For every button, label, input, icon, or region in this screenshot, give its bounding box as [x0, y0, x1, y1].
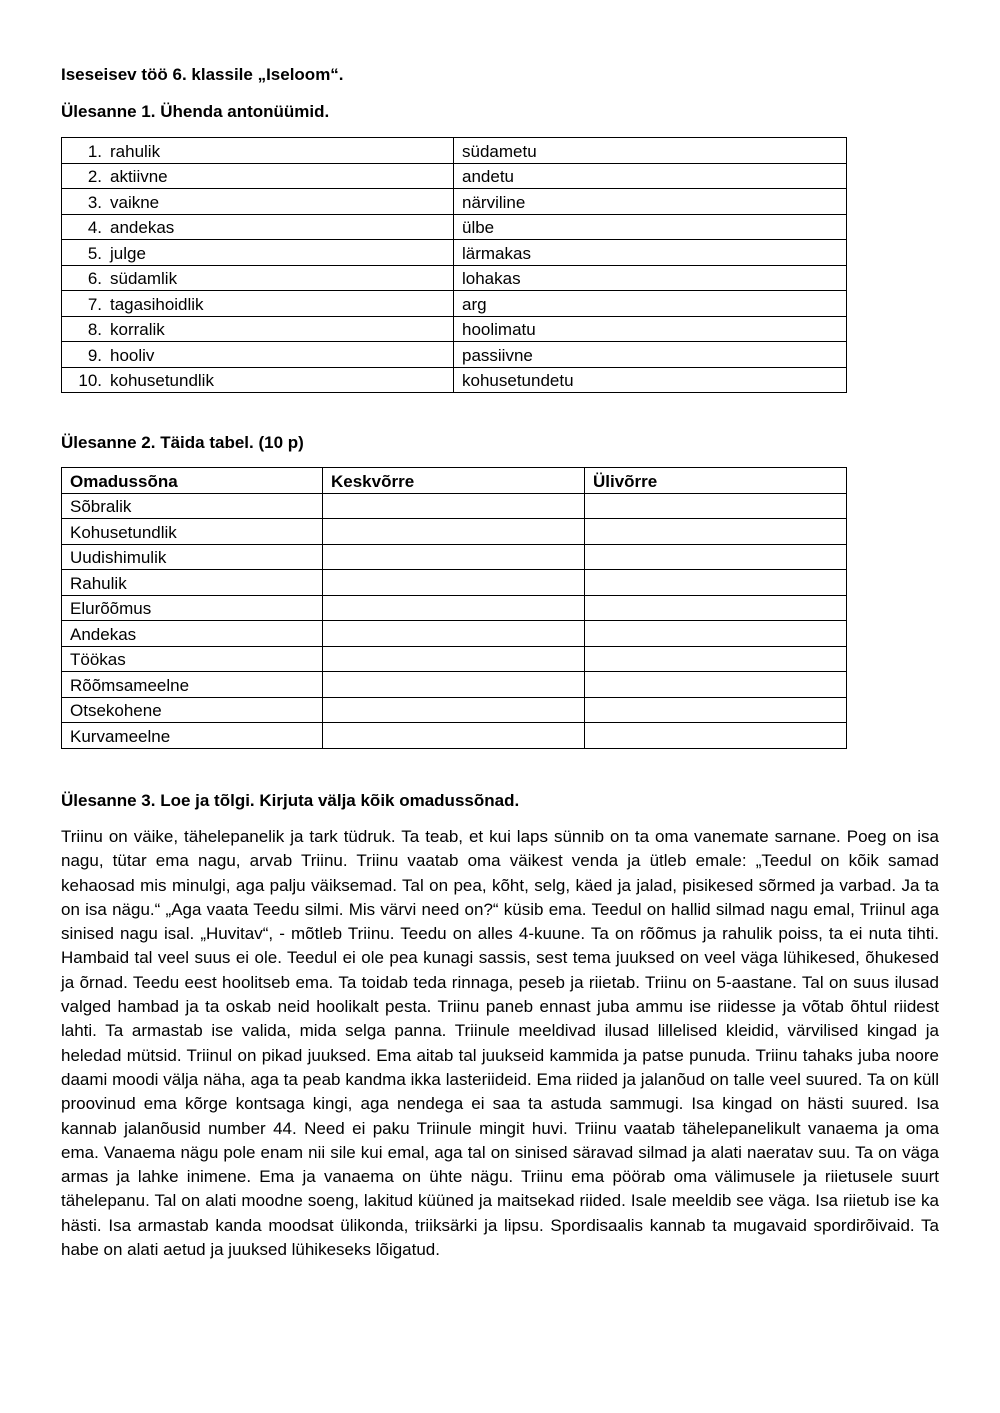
antonym-row: [62, 189, 847, 215]
header-comparative: Keskvõrre: [323, 468, 585, 494]
word: kohusetundlik: [110, 371, 214, 390]
antonym-row: [62, 291, 847, 317]
comparison-row: [62, 697, 847, 723]
comparative-answer-cell[interactable]: [323, 723, 585, 749]
row-number: 4.: [87, 218, 102, 237]
comparison-header-row: [62, 468, 847, 494]
superlative-answer-cell[interactable]: [585, 544, 847, 570]
comparative-answer-cell[interactable]: [323, 570, 585, 596]
superlative-answer-cell[interactable]: [585, 672, 847, 698]
comparison-row: [62, 544, 847, 570]
antonym-cell: ülbe: [454, 214, 847, 240]
document-title: Iseseisev töö 6. klassile „Iseloom“.: [61, 65, 344, 84]
superlative-answer-cell[interactable]: [585, 621, 847, 647]
row-number: 7.: [87, 294, 102, 314]
comparison-table-body: [62, 493, 847, 748]
row-number: 9.: [87, 345, 102, 365]
antonym-row: [62, 316, 847, 342]
antonym-cell: kohusetundetu: [454, 367, 847, 393]
adjective-cell: Kohusetundlik: [62, 519, 323, 545]
row-number: 6.: [87, 269, 102, 288]
comparative-answer-cell[interactable]: [323, 519, 585, 545]
antonym-row: [62, 367, 847, 393]
comparative-answer-cell[interactable]: [323, 493, 585, 519]
comparison-row: [62, 595, 847, 621]
reading-text: Triinu on väike, tähelepanelik ja tark tüdruk. Ta teab, et kui laps sünnib on ta oma vanemate sarnane. Poeg on isa nagu, tütar ema nagu, arvab Triinu. Triinu vaatab oma väikest venda ja ütleb emale: „Teedul on kõik samad kehaosad mis minulgi, aga palju väiksemad. Tal on pea, kõht, selg, käed ja jalad, pisikesed sõrmed ja varbad. Ja ta on isa nägu.“ „Aga vaata Teedu silmi. Mis värvi need on?“ küsib ema. Teedul on hallid silmad nagu emal, Triinul aga sinised nagu isal. „Huvitav“, - mõtleb Triinu. Teedu on alles 4-kuune. Ta on rõõmus ja rahulik poiss, ta ei nuta tihti. Hambaid tal veel suus ei ole. Teedul ei ole pea kunagi sassis, sest tema juuksed on veel väga lühikesed, õhukesed ja õrnad. Teedu eest hoolitseb ema. Ta toidab teda rinnaga, peseb ja riietab. Triinu on 5-aastane. Tal on suus ilusad valged hambad ja ta oskab neid hoolikalt pesta. Triinu paneb ennast juba ammu ise riidesse ja võtab õhtul riidest lahti. Ta armastab ise valida, mida selga panna. Triinule meeldivad ilusad lillelised kleidid, värvilised kingad ja heledad mütsid. Triinul on pikad juuksed. Ema aitab tal juukseid kammida ja patse punuda. Triinu tahaks juba noore daami moodi välja näha, aga ta peab kandma ikka lasteriideid. Ema riided ja jalanõud on talle veel suured. Ta on küll proovinud ema kõrge kontsaga kingi, aga nendega ei saa ta astuda sammugi. Isa kingad on hästi suured. Isa kannab jalanõusid number 44. Need ei paku Triinule mingit huvi. Triinu vaatab tähelepanelikult vanaema ja oma ema. Vanaema nägu pole enam nii sile kui emal, aga tal on sinised säravad silmad ja alati naeratav suu. Ta on väga armas ja lahke inimene. Ema ja vanaema on ühte nägu. Triinu ema pöörab oma välimusele ja riietusele suurt tähelepanu. Tal on alati moodne soeng, lakitud küüned ja maitsekad riided. Isale meeldib see väga. Isa riietub ise ka hästi. Isa armastab kanda moodsat ülikonda, triiksärki ja lipsu. Spordisaalis kannab ta mugavaid spordirõivaid. Ta habe on alati aetud ja juuksed lühikeseks lõigatud.: [61, 827, 939, 1260]
adjective-cell: Uudishimulik: [62, 544, 323, 570]
word: hooliv: [110, 345, 155, 365]
antonym-word-cell: [62, 163, 454, 189]
antonym-cell: arg: [454, 291, 847, 317]
adjective-cell: Sõbralik: [62, 493, 323, 519]
antonym-word-cell: [62, 316, 454, 342]
antonym-cell: andetu: [454, 163, 847, 189]
antonym-row: [62, 342, 847, 368]
row-number: 3.: [87, 192, 102, 212]
superlative-answer-cell[interactable]: [585, 493, 847, 519]
comparison-row: [62, 493, 847, 519]
task2-title: Ülesanne 2. Täida tabel. (10 p): [61, 433, 304, 452]
adjective-cell: Andekas: [62, 621, 323, 647]
superlative-answer-cell[interactable]: [585, 570, 847, 596]
antonym-table-body: [62, 138, 847, 393]
comparison-row: [62, 519, 847, 545]
header-adjective: Omadussõna: [62, 468, 323, 494]
antonym-cell: passiivne: [454, 342, 847, 368]
antonym-word-cell: [62, 189, 454, 215]
antonym-word-cell: [62, 367, 454, 393]
word: vaikne: [110, 192, 160, 212]
header-superlative: Ülivõrre: [585, 468, 847, 494]
row-number: 1.: [87, 141, 102, 161]
adjective-cell: Kurvameelne: [62, 723, 323, 749]
comparative-answer-cell[interactable]: [323, 544, 585, 570]
superlative-answer-cell[interactable]: [585, 646, 847, 672]
antonym-cell: hoolimatu: [454, 316, 847, 342]
row-number: 10.: [78, 371, 102, 390]
comparative-answer-cell[interactable]: [323, 595, 585, 621]
antonym-word-cell: [62, 291, 454, 317]
superlative-answer-cell[interactable]: [585, 595, 847, 621]
antonym-row: [62, 240, 847, 266]
comparison-table: [61, 467, 847, 749]
row-number: 5.: [87, 243, 102, 263]
word: korralik: [110, 320, 165, 339]
comparative-answer-cell[interactable]: [323, 672, 585, 698]
comparison-row: [62, 621, 847, 647]
antonym-cell: lärmakas: [454, 240, 847, 266]
word: andekas: [110, 218, 175, 237]
row-number: 2.: [87, 167, 102, 186]
antonym-word-cell: [62, 240, 454, 266]
comparison-row: [62, 723, 847, 749]
comparative-answer-cell[interactable]: [323, 646, 585, 672]
antonym-row: [62, 163, 847, 189]
adjective-cell: Töökas: [62, 646, 323, 672]
word: aktiivne: [110, 167, 168, 186]
word: julge: [110, 243, 146, 263]
comparison-row: [62, 646, 847, 672]
antonym-row: [62, 138, 847, 164]
comparison-row: [62, 672, 847, 698]
comparative-answer-cell[interactable]: [323, 697, 585, 723]
antonym-table: [61, 137, 847, 393]
comparative-answer-cell[interactable]: [323, 621, 585, 647]
task3-title: Ülesanne 3. Loe ja tõlgi. Kirjuta välja kõik omadussõnad.: [61, 791, 520, 810]
antonym-cell: lohakas: [454, 265, 847, 291]
superlative-answer-cell[interactable]: [585, 697, 847, 723]
row-number: 8.: [87, 320, 102, 339]
superlative-answer-cell[interactable]: [585, 519, 847, 545]
word: tagasihoidlik: [110, 294, 204, 314]
antonym-row: [62, 214, 847, 240]
superlative-answer-cell[interactable]: [585, 723, 847, 749]
comparison-row: [62, 570, 847, 596]
antonym-row: [62, 265, 847, 291]
antonym-cell: südametu: [454, 138, 847, 164]
adjective-cell: Rõõmsameelne: [62, 672, 323, 698]
antonym-word-cell: [62, 138, 454, 164]
word: südamlik: [110, 269, 178, 288]
antonym-cell: närviline: [454, 189, 847, 215]
antonym-word-cell: [62, 214, 454, 240]
task1-title: Ülesanne 1. Ühenda antonüümid.: [61, 102, 330, 121]
antonym-word-cell: [62, 342, 454, 368]
adjective-cell: Otsekohene: [62, 697, 323, 723]
word: rahulik: [110, 141, 161, 161]
antonym-word-cell: [62, 265, 454, 291]
adjective-cell: Rahulik: [62, 570, 323, 596]
adjective-cell: Elurõõmus: [62, 595, 323, 621]
